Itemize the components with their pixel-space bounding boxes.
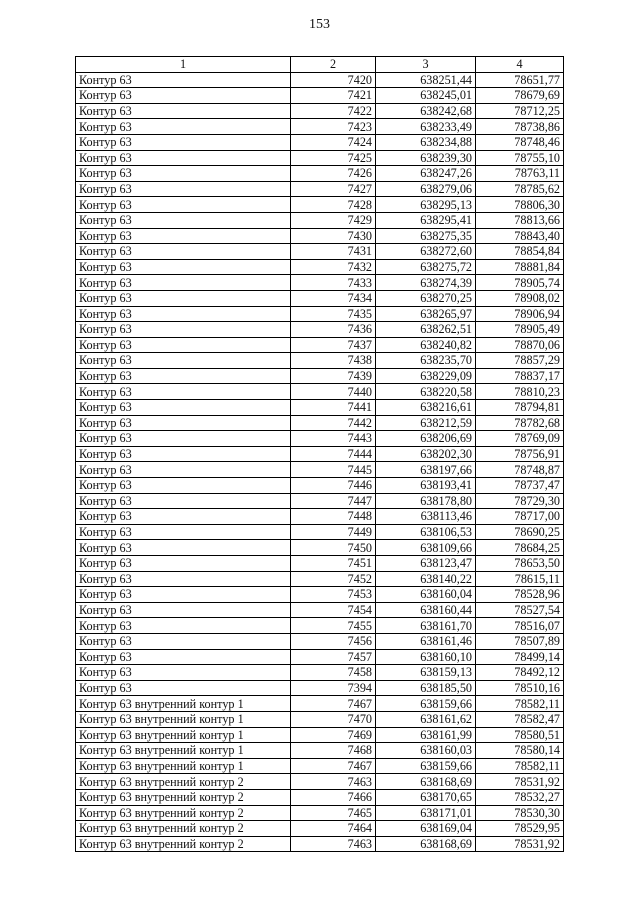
y-coordinate-cell: 78782,68: [476, 415, 564, 431]
contour-name-cell: Контур 63: [76, 72, 291, 88]
contour-name-cell: Контур 63 внутренний контур 1: [76, 727, 291, 743]
point-number-cell: 7467: [291, 758, 376, 774]
table-row: [76, 181, 564, 197]
point-number-cell: 7448: [291, 509, 376, 525]
table-row: [76, 228, 564, 244]
x-coordinate-cell: 638270,25: [376, 290, 476, 306]
table-row: [76, 680, 564, 696]
y-coordinate-cell: 78806,30: [476, 197, 564, 213]
point-number-cell: 7467: [291, 696, 376, 712]
y-coordinate-cell: 78532,27: [476, 789, 564, 805]
y-coordinate-cell: 78748,87: [476, 462, 564, 478]
point-number-cell: 7440: [291, 384, 376, 400]
y-coordinate-cell: 78810,23: [476, 384, 564, 400]
x-coordinate-cell: 638242,68: [376, 103, 476, 119]
contour-name-cell: Контур 63: [76, 197, 291, 213]
contour-name-cell: Контур 63: [76, 228, 291, 244]
contour-name-cell: Контур 63: [76, 478, 291, 494]
y-coordinate-cell: 78785,62: [476, 181, 564, 197]
point-number-cell: 7426: [291, 166, 376, 182]
x-coordinate-cell: 638178,80: [376, 493, 476, 509]
point-number-cell: 7445: [291, 462, 376, 478]
contour-name-cell: Контур 63: [76, 306, 291, 322]
table-row: [76, 509, 564, 525]
x-coordinate-cell: 638160,10: [376, 649, 476, 665]
contour-name-cell: Контур 63: [76, 103, 291, 119]
x-coordinate-cell: 638239,30: [376, 150, 476, 166]
table-row: [76, 88, 564, 104]
y-coordinate-cell: 78712,25: [476, 103, 564, 119]
table-row: [76, 540, 564, 556]
header-col-4: 4: [476, 57, 564, 73]
contour-name-cell: Контур 63: [76, 259, 291, 275]
point-number-cell: 7470: [291, 711, 376, 727]
point-number-cell: 7423: [291, 119, 376, 135]
contour-name-cell: Контур 63: [76, 212, 291, 228]
y-coordinate-cell: 78737,47: [476, 478, 564, 494]
x-coordinate-cell: 638197,66: [376, 462, 476, 478]
y-coordinate-cell: 78756,91: [476, 446, 564, 462]
x-coordinate-cell: 638160,04: [376, 587, 476, 603]
point-number-cell: 7456: [291, 633, 376, 649]
x-coordinate-cell: 638202,30: [376, 446, 476, 462]
y-coordinate-cell: 78582,11: [476, 758, 564, 774]
point-number-cell: 7463: [291, 774, 376, 790]
point-number-cell: 7428: [291, 197, 376, 213]
point-number-cell: 7435: [291, 306, 376, 322]
x-coordinate-cell: 638193,41: [376, 478, 476, 494]
page-number: 153: [309, 17, 330, 32]
point-number-cell: 7439: [291, 368, 376, 384]
y-coordinate-cell: 78528,96: [476, 587, 564, 603]
point-number-cell: 7433: [291, 275, 376, 291]
contour-name-cell: Контур 63: [76, 649, 291, 665]
x-coordinate-cell: 638229,09: [376, 368, 476, 384]
table-row: [76, 587, 564, 603]
contour-name-cell: Контур 63: [76, 400, 291, 416]
contour-name-cell: Контур 63: [76, 446, 291, 462]
y-coordinate-cell: 78531,92: [476, 774, 564, 790]
table-row: [76, 462, 564, 478]
contour-name-cell: Контур 63: [76, 244, 291, 260]
y-coordinate-cell: 78717,00: [476, 509, 564, 525]
table-row: [76, 493, 564, 509]
x-coordinate-cell: 638113,46: [376, 509, 476, 525]
point-number-cell: 7452: [291, 571, 376, 587]
x-coordinate-cell: 638159,66: [376, 696, 476, 712]
x-coordinate-cell: 638140,22: [376, 571, 476, 587]
y-coordinate-cell: 78580,14: [476, 743, 564, 759]
y-coordinate-cell: 78516,07: [476, 618, 564, 634]
point-number-cell: 7450: [291, 540, 376, 556]
contour-name-cell: Контур 63 внутренний контур 2: [76, 836, 291, 852]
contour-name-cell: Контур 63: [76, 602, 291, 618]
table-row: [76, 322, 564, 338]
x-coordinate-cell: 638245,01: [376, 88, 476, 104]
contour-name-cell: Контур 63: [76, 462, 291, 478]
table-row: [76, 119, 564, 135]
x-coordinate-cell: 638274,39: [376, 275, 476, 291]
y-coordinate-cell: 78738,86: [476, 119, 564, 135]
table-row: [76, 743, 564, 759]
y-coordinate-cell: 78507,89: [476, 633, 564, 649]
table-row: [76, 649, 564, 665]
table-row: [76, 633, 564, 649]
x-coordinate-cell: 638159,66: [376, 758, 476, 774]
point-number-cell: 7436: [291, 322, 376, 338]
table-row: [76, 446, 564, 462]
contour-name-cell: Контур 63: [76, 556, 291, 572]
header-col-2: 2: [291, 57, 376, 73]
table-row: [76, 758, 564, 774]
y-coordinate-cell: 78531,92: [476, 836, 564, 852]
table-row: [76, 103, 564, 119]
x-coordinate-cell: 638212,59: [376, 415, 476, 431]
y-coordinate-cell: 78857,29: [476, 353, 564, 369]
y-coordinate-cell: 78729,30: [476, 493, 564, 509]
point-number-cell: 7453: [291, 587, 376, 603]
point-number-cell: 7431: [291, 244, 376, 260]
contour-name-cell: Контур 63: [76, 322, 291, 338]
y-coordinate-cell: 78748,46: [476, 134, 564, 150]
x-coordinate-cell: 638160,03: [376, 743, 476, 759]
table-row: [76, 212, 564, 228]
x-coordinate-cell: 638265,97: [376, 306, 476, 322]
point-number-cell: 7434: [291, 290, 376, 306]
y-coordinate-cell: 78755,10: [476, 150, 564, 166]
contour-name-cell: Контур 63: [76, 150, 291, 166]
x-coordinate-cell: 638220,58: [376, 384, 476, 400]
x-coordinate-cell: 638216,61: [376, 400, 476, 416]
contour-name-cell: Контур 63: [76, 384, 291, 400]
table-row: [76, 259, 564, 275]
point-number-cell: 7463: [291, 836, 376, 852]
header-col-3: 3: [376, 57, 476, 73]
y-coordinate-cell: 78843,40: [476, 228, 564, 244]
table-row: [76, 166, 564, 182]
point-number-cell: 7458: [291, 665, 376, 681]
y-coordinate-cell: 78837,17: [476, 368, 564, 384]
contour-name-cell: Контур 63: [76, 368, 291, 384]
y-coordinate-cell: 78908,02: [476, 290, 564, 306]
x-coordinate-cell: 638247,26: [376, 166, 476, 182]
table-row: [76, 571, 564, 587]
x-coordinate-cell: 638275,35: [376, 228, 476, 244]
x-coordinate-cell: 638275,72: [376, 259, 476, 275]
point-number-cell: 7422: [291, 103, 376, 119]
x-coordinate-cell: 638171,01: [376, 805, 476, 821]
point-number-cell: 7468: [291, 743, 376, 759]
contour-name-cell: Контур 63 внутренний контур 1: [76, 696, 291, 712]
x-coordinate-cell: 638185,50: [376, 680, 476, 696]
contour-name-cell: Контур 63: [76, 524, 291, 540]
y-coordinate-cell: 78582,11: [476, 696, 564, 712]
table-row: [76, 821, 564, 837]
contour-name-cell: Контур 63: [76, 415, 291, 431]
x-coordinate-cell: 638161,70: [376, 618, 476, 634]
point-number-cell: 7447: [291, 493, 376, 509]
header-col-1: 1: [76, 57, 291, 73]
y-coordinate-cell: 78499,14: [476, 649, 564, 665]
y-coordinate-cell: 78580,51: [476, 727, 564, 743]
y-coordinate-cell: 78870,06: [476, 337, 564, 353]
contour-name-cell: Контур 63 внутренний контур 2: [76, 821, 291, 837]
x-coordinate-cell: 638159,13: [376, 665, 476, 681]
y-coordinate-cell: 78651,77: [476, 72, 564, 88]
x-coordinate-cell: 638160,44: [376, 602, 476, 618]
x-coordinate-cell: 638295,41: [376, 212, 476, 228]
point-number-cell: 7432: [291, 259, 376, 275]
x-coordinate-cell: 638106,53: [376, 524, 476, 540]
table-row: [76, 415, 564, 431]
point-number-cell: 7437: [291, 337, 376, 353]
contour-name-cell: Контур 63: [76, 290, 291, 306]
table-row: [76, 618, 564, 634]
contour-name-cell: Контур 63: [76, 119, 291, 135]
point-number-cell: 7444: [291, 446, 376, 462]
y-coordinate-cell: 78813,66: [476, 212, 564, 228]
contour-name-cell: Контур 63 внутренний контур 1: [76, 743, 291, 759]
contour-name-cell: Контур 63 внутренний контур 1: [76, 758, 291, 774]
contour-name-cell: Контур 63: [76, 166, 291, 182]
table-row: [76, 368, 564, 384]
x-coordinate-cell: 638161,99: [376, 727, 476, 743]
table-row: [76, 72, 564, 88]
point-number-cell: 7451: [291, 556, 376, 572]
x-coordinate-cell: 638279,06: [376, 181, 476, 197]
x-coordinate-cell: 638240,82: [376, 337, 476, 353]
y-coordinate-cell: 78854,84: [476, 244, 564, 260]
point-number-cell: 7442: [291, 415, 376, 431]
y-coordinate-cell: 78794,81: [476, 400, 564, 416]
contour-name-cell: Контур 63: [76, 275, 291, 291]
point-number-cell: 7449: [291, 524, 376, 540]
contour-name-cell: Контур 63: [76, 618, 291, 634]
point-number-cell: 7466: [291, 789, 376, 805]
x-coordinate-cell: 638168,69: [376, 774, 476, 790]
table-row: [76, 789, 564, 805]
y-coordinate-cell: 78690,25: [476, 524, 564, 540]
point-number-cell: 7421: [291, 88, 376, 104]
contour-name-cell: Контур 63: [76, 509, 291, 525]
point-number-cell: 7455: [291, 618, 376, 634]
contour-name-cell: Контур 63: [76, 134, 291, 150]
x-coordinate-cell: 638169,04: [376, 821, 476, 837]
point-number-cell: 7465: [291, 805, 376, 821]
table-row: [76, 337, 564, 353]
y-coordinate-cell: 78615,11: [476, 571, 564, 587]
table-row: [76, 556, 564, 572]
y-coordinate-cell: 78527,54: [476, 602, 564, 618]
x-coordinate-cell: 638161,62: [376, 711, 476, 727]
table-row: [76, 805, 564, 821]
contour-name-cell: Контур 63: [76, 680, 291, 696]
contour-name-cell: Контур 63 внутренний контур 2: [76, 774, 291, 790]
contour-name-cell: Контур 63: [76, 88, 291, 104]
table-row: [76, 836, 564, 852]
y-coordinate-cell: 78905,74: [476, 275, 564, 291]
table-body: [76, 72, 564, 852]
contour-name-cell: Контур 63: [76, 353, 291, 369]
contour-name-cell: Контур 63: [76, 540, 291, 556]
contour-name-cell: Контур 63: [76, 571, 291, 587]
table-row: [76, 665, 564, 681]
point-number-cell: 7443: [291, 431, 376, 447]
y-coordinate-cell: 78905,49: [476, 322, 564, 338]
table-row: [76, 384, 564, 400]
y-coordinate-cell: 78769,09: [476, 431, 564, 447]
y-coordinate-cell: 78529,95: [476, 821, 564, 837]
x-coordinate-cell: 638206,69: [376, 431, 476, 447]
x-coordinate-cell: 638233,49: [376, 119, 476, 135]
contour-name-cell: Контур 63: [76, 337, 291, 353]
x-coordinate-cell: 638109,66: [376, 540, 476, 556]
point-number-cell: 7441: [291, 400, 376, 416]
y-coordinate-cell: 78906,94: [476, 306, 564, 322]
table-row: [76, 602, 564, 618]
x-coordinate-cell: 638235,70: [376, 353, 476, 369]
x-coordinate-cell: 638168,69: [376, 836, 476, 852]
table-row: [76, 431, 564, 447]
table-row: [76, 727, 564, 743]
contour-name-cell: Контур 63: [76, 587, 291, 603]
y-coordinate-cell: 78510,16: [476, 680, 564, 696]
table-row: [76, 478, 564, 494]
y-coordinate-cell: 78530,30: [476, 805, 564, 821]
x-coordinate-cell: 638161,46: [376, 633, 476, 649]
table-row: [76, 696, 564, 712]
contour-name-cell: Контур 63: [76, 665, 291, 681]
table-row: [76, 524, 564, 540]
y-coordinate-cell: 78684,25: [476, 540, 564, 556]
point-number-cell: 7425: [291, 150, 376, 166]
point-number-cell: 7394: [291, 680, 376, 696]
table-row: [76, 197, 564, 213]
point-number-cell: 7469: [291, 727, 376, 743]
contour-name-cell: Контур 63 внутренний контур 1: [76, 711, 291, 727]
y-coordinate-cell: 78679,69: [476, 88, 564, 104]
table-row: [76, 290, 564, 306]
point-number-cell: 7429: [291, 212, 376, 228]
coordinates-table: [75, 56, 564, 852]
table-row: [76, 774, 564, 790]
contour-name-cell: Контур 63: [76, 431, 291, 447]
x-coordinate-cell: 638123,47: [376, 556, 476, 572]
point-number-cell: 7424: [291, 134, 376, 150]
x-coordinate-cell: 638272,60: [376, 244, 476, 260]
table-row: [76, 353, 564, 369]
point-number-cell: 7430: [291, 228, 376, 244]
y-coordinate-cell: 78653,50: [476, 556, 564, 572]
table-row: [76, 150, 564, 166]
contour-name-cell: Контур 63: [76, 181, 291, 197]
point-number-cell: 7464: [291, 821, 376, 837]
x-coordinate-cell: 638262,51: [376, 322, 476, 338]
x-coordinate-cell: 638251,44: [376, 72, 476, 88]
table-row: [76, 134, 564, 150]
y-coordinate-cell: 78582,47: [476, 711, 564, 727]
table-row: [76, 244, 564, 260]
point-number-cell: 7427: [291, 181, 376, 197]
point-number-cell: 7446: [291, 478, 376, 494]
contour-name-cell: Контур 63: [76, 493, 291, 509]
x-coordinate-cell: 638234,88: [376, 134, 476, 150]
point-number-cell: 7457: [291, 649, 376, 665]
point-number-cell: 7438: [291, 353, 376, 369]
point-number-cell: 7454: [291, 602, 376, 618]
y-coordinate-cell: 78492,12: [476, 665, 564, 681]
point-number-cell: 7420: [291, 72, 376, 88]
y-coordinate-cell: 78763,11: [476, 166, 564, 182]
contour-name-cell: Контур 63 внутренний контур 2: [76, 805, 291, 821]
x-coordinate-cell: 638170,65: [376, 789, 476, 805]
contour-name-cell: Контур 63 внутренний контур 2: [76, 789, 291, 805]
table-row: [76, 306, 564, 322]
y-coordinate-cell: 78881,84: [476, 259, 564, 275]
table-row: [76, 275, 564, 291]
table-row: [76, 711, 564, 727]
x-coordinate-cell: 638295,13: [376, 197, 476, 213]
table-header-row: [76, 57, 564, 73]
contour-name-cell: Контур 63: [76, 633, 291, 649]
table-row: [76, 400, 564, 416]
